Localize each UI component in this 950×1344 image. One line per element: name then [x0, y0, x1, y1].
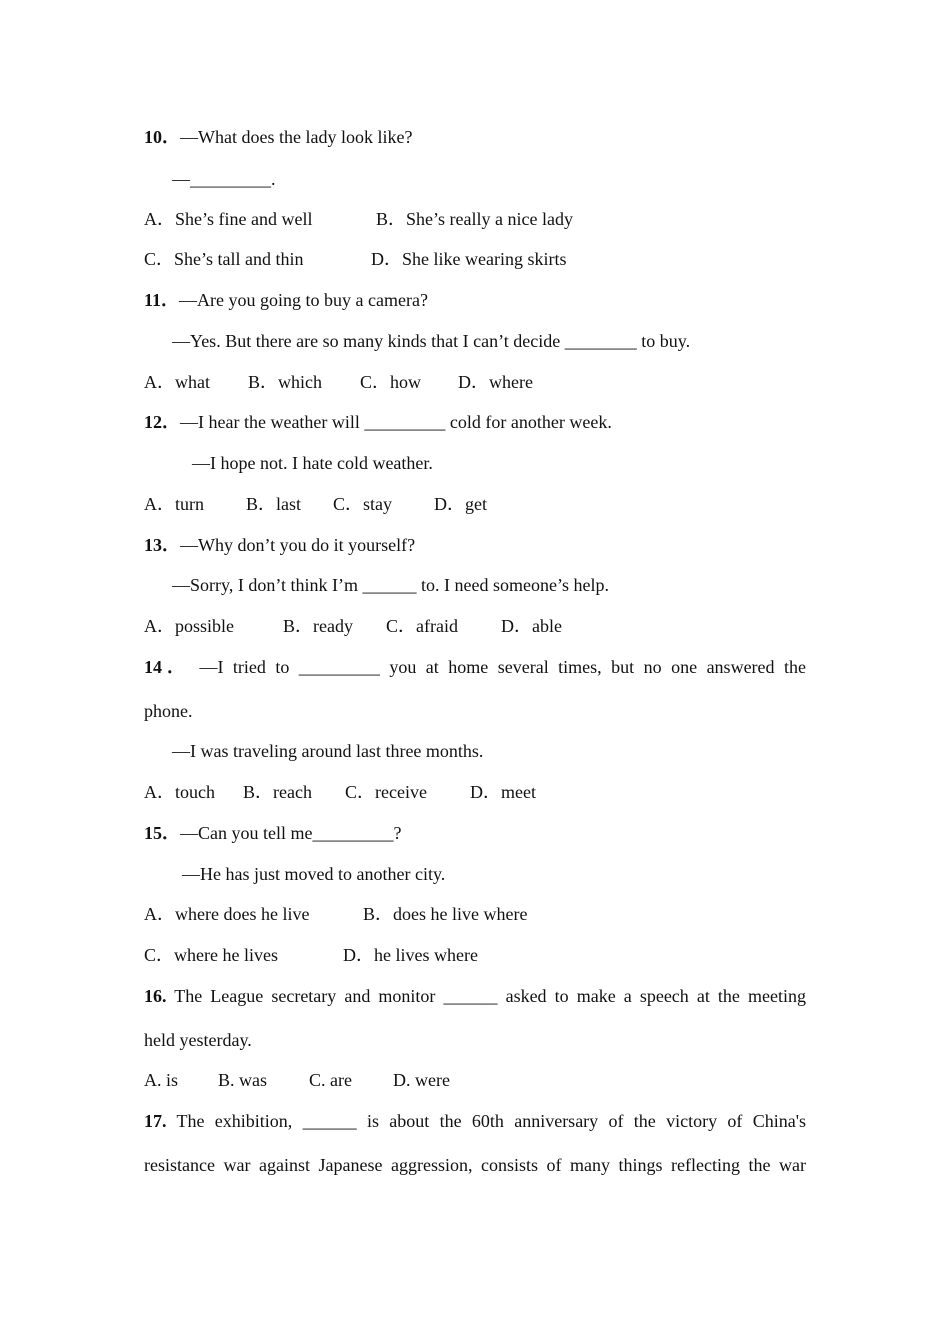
- option-d: D．able: [501, 616, 562, 636]
- question-14-reply: —I was traveling around last three months.: [172, 741, 484, 761]
- question-10-stem: [144, 126, 806, 148]
- option-a: A．where does he live: [144, 904, 310, 924]
- question-number: 11．: [144, 290, 180, 310]
- option-c: C. are: [309, 1070, 352, 1090]
- question-12-stem: [144, 411, 806, 433]
- question-11-stem: [144, 289, 806, 311]
- question-14-stem: [144, 656, 806, 678]
- option-d: D．She like wearing skirts: [371, 249, 567, 269]
- question-number: 15．: [144, 823, 180, 843]
- option-d: D．where: [458, 372, 533, 392]
- question-number: 10．: [144, 127, 180, 147]
- option-d: D. were: [393, 1070, 450, 1090]
- question-17-stem-continued: resistance war against Japanese aggression, consists of many things reflecting the war: [144, 1155, 806, 1175]
- question-16-stem-continued: held yesterday.: [144, 1030, 252, 1050]
- option-c: C．She’s tall and thin: [144, 249, 304, 269]
- question-17-stem: [144, 1110, 806, 1132]
- option-b: B．She’s really a nice lady: [376, 209, 573, 229]
- option-a: A. is: [144, 1070, 179, 1090]
- question-text: —Are you going to buy a camera?: [179, 290, 428, 310]
- question-text: —Why don’t you do it yourself?: [180, 535, 416, 555]
- question-11-reply: —Yes. But there are so many kinds that I can’t decide ________ to buy.: [172, 331, 691, 351]
- question-14-stem-continued: phone.: [144, 701, 193, 721]
- question-number: 14．: [144, 657, 190, 677]
- option-a: A．possible: [144, 616, 234, 636]
- question-text: The League secretary and monitor ______ asked to make a speech at the meeting: [174, 986, 806, 1006]
- option-c: C．how: [360, 372, 422, 392]
- question-15-stem: [144, 822, 806, 844]
- option-d: D．he lives where: [343, 945, 478, 965]
- question-10-reply: —_________.: [172, 169, 276, 189]
- question-text: The exhibition, ______ is about the 60th anniversary of the victory of China's: [176, 1111, 806, 1131]
- option-b: B. was: [218, 1070, 267, 1090]
- option-b: B．does he live where: [363, 904, 528, 924]
- question-12-reply: —I hope not. I hate cold weather.: [192, 453, 433, 473]
- option-c: C．afraid: [386, 616, 458, 636]
- question-number: 16.: [144, 986, 167, 1006]
- option-b: B．which: [248, 372, 322, 392]
- option-a: A．turn: [144, 494, 204, 514]
- option-b: B．last: [246, 494, 302, 514]
- question-13-stem: [144, 534, 806, 556]
- option-a: A．She’s fine and well: [144, 209, 313, 229]
- option-c: C．stay: [333, 494, 393, 514]
- question-text: —I hear the weather will _________ cold for another week.: [180, 412, 612, 432]
- question-text: —What does the lady look like?: [180, 127, 413, 147]
- question-number: 17.: [144, 1111, 167, 1131]
- option-a: A．touch: [144, 782, 215, 802]
- question-16-stem: [144, 985, 806, 1007]
- question-15-reply: —He has just moved to another city.: [182, 864, 446, 884]
- option-d: D．meet: [470, 782, 536, 802]
- option-b: B．ready: [283, 616, 353, 636]
- question-13-reply: —Sorry, I don’t think I’m ______ to. I need someone’s help.: [172, 575, 609, 595]
- option-a: A．what: [144, 372, 210, 392]
- option-c: C．receive: [345, 782, 427, 802]
- question-number: 12．: [144, 412, 180, 432]
- question-text: —I tried to _________ you at home several times, but no one answered the: [199, 657, 807, 677]
- option-c: C．where he lives: [144, 945, 278, 965]
- option-d: D．get: [434, 494, 487, 514]
- option-b: B．reach: [243, 782, 312, 802]
- question-number: 13．: [144, 535, 180, 555]
- question-text: —Can you tell me_________?: [180, 823, 402, 843]
